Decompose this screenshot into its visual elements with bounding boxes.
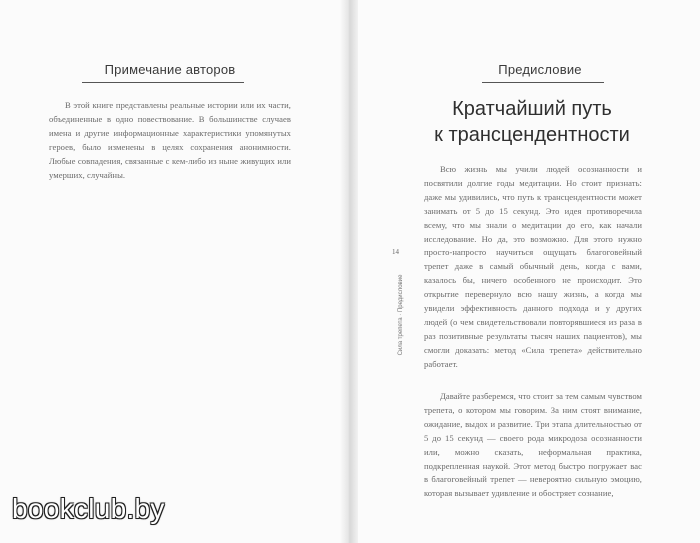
right-running-head: Предисловие (498, 62, 582, 77)
site-watermark: bookclub.by (12, 493, 165, 524)
authors-note-text: В этой книге представлены реальные истории или их части, объединенные в одно повествование. В большинстве случаев имена и другие информационные характеристики упомянутых героев, было изменены в целях сохранения анонимности. Любые совпадения, связанные с кем-либо из ныне живущих или умерших, случайны. (49, 100, 291, 180)
vertical-running-title-text: Сила трепета · Предисловие (398, 274, 404, 356)
page-number: 14 (392, 248, 399, 256)
vertical-running-title (398, 268, 404, 364)
preface-paragraph-2: Давайте разберемся, что стоит за тем самым чувством трепета, о котором мы говорим. За ним стоят внимание, ожидание, выдох и развитие. Три этапа длительностью от 5 до 15 секунд — своего рода микродоза осознанности или, можно сказать, неформальная практика, подкрепленная наукой. Этот метод быстро погружает вас в благоговейный трепет — невероятно сильную эмоцию, которая вызывает удивление и обостряет сознание, (424, 391, 642, 499)
preface-paragraph-1: Всю жизнь мы учили людей осознанности и посвятили долгие годы медитации. Но стоит признать: даже мы удивились, что путь к трансцендентности может занимать от 5 до 15 секунд. Это идея противоречила всему, что мы знали о медитации до его, как начали исследование. Но да, это возможно. Для этого нужно просто-напросто научиться ощущать благоговейный трепет даже в самый обычный день, когда с вами, казалось бы, ничего особенного не происходит. Это открытие перевернуло всю нашу жизнь, а когда мы увидели эффективность данного подхода и у других людей (о чем свидетельствовали повторявшиеся из раза в раз позитивные результаты тысяч наших пациентов), мы смогли доказать: метод «Сила трепета» действительно работает. (424, 164, 642, 369)
left-head-rule (82, 82, 244, 83)
chapter-title (412, 96, 652, 148)
book-gutter (340, 0, 358, 543)
chapter-title-line-1: Кратчайший путь (452, 98, 612, 120)
right-head-rule (482, 82, 604, 83)
chapter-title-line-2: к трансцендентности (434, 124, 630, 146)
left-running-head: Примечание авторов (104, 62, 236, 77)
